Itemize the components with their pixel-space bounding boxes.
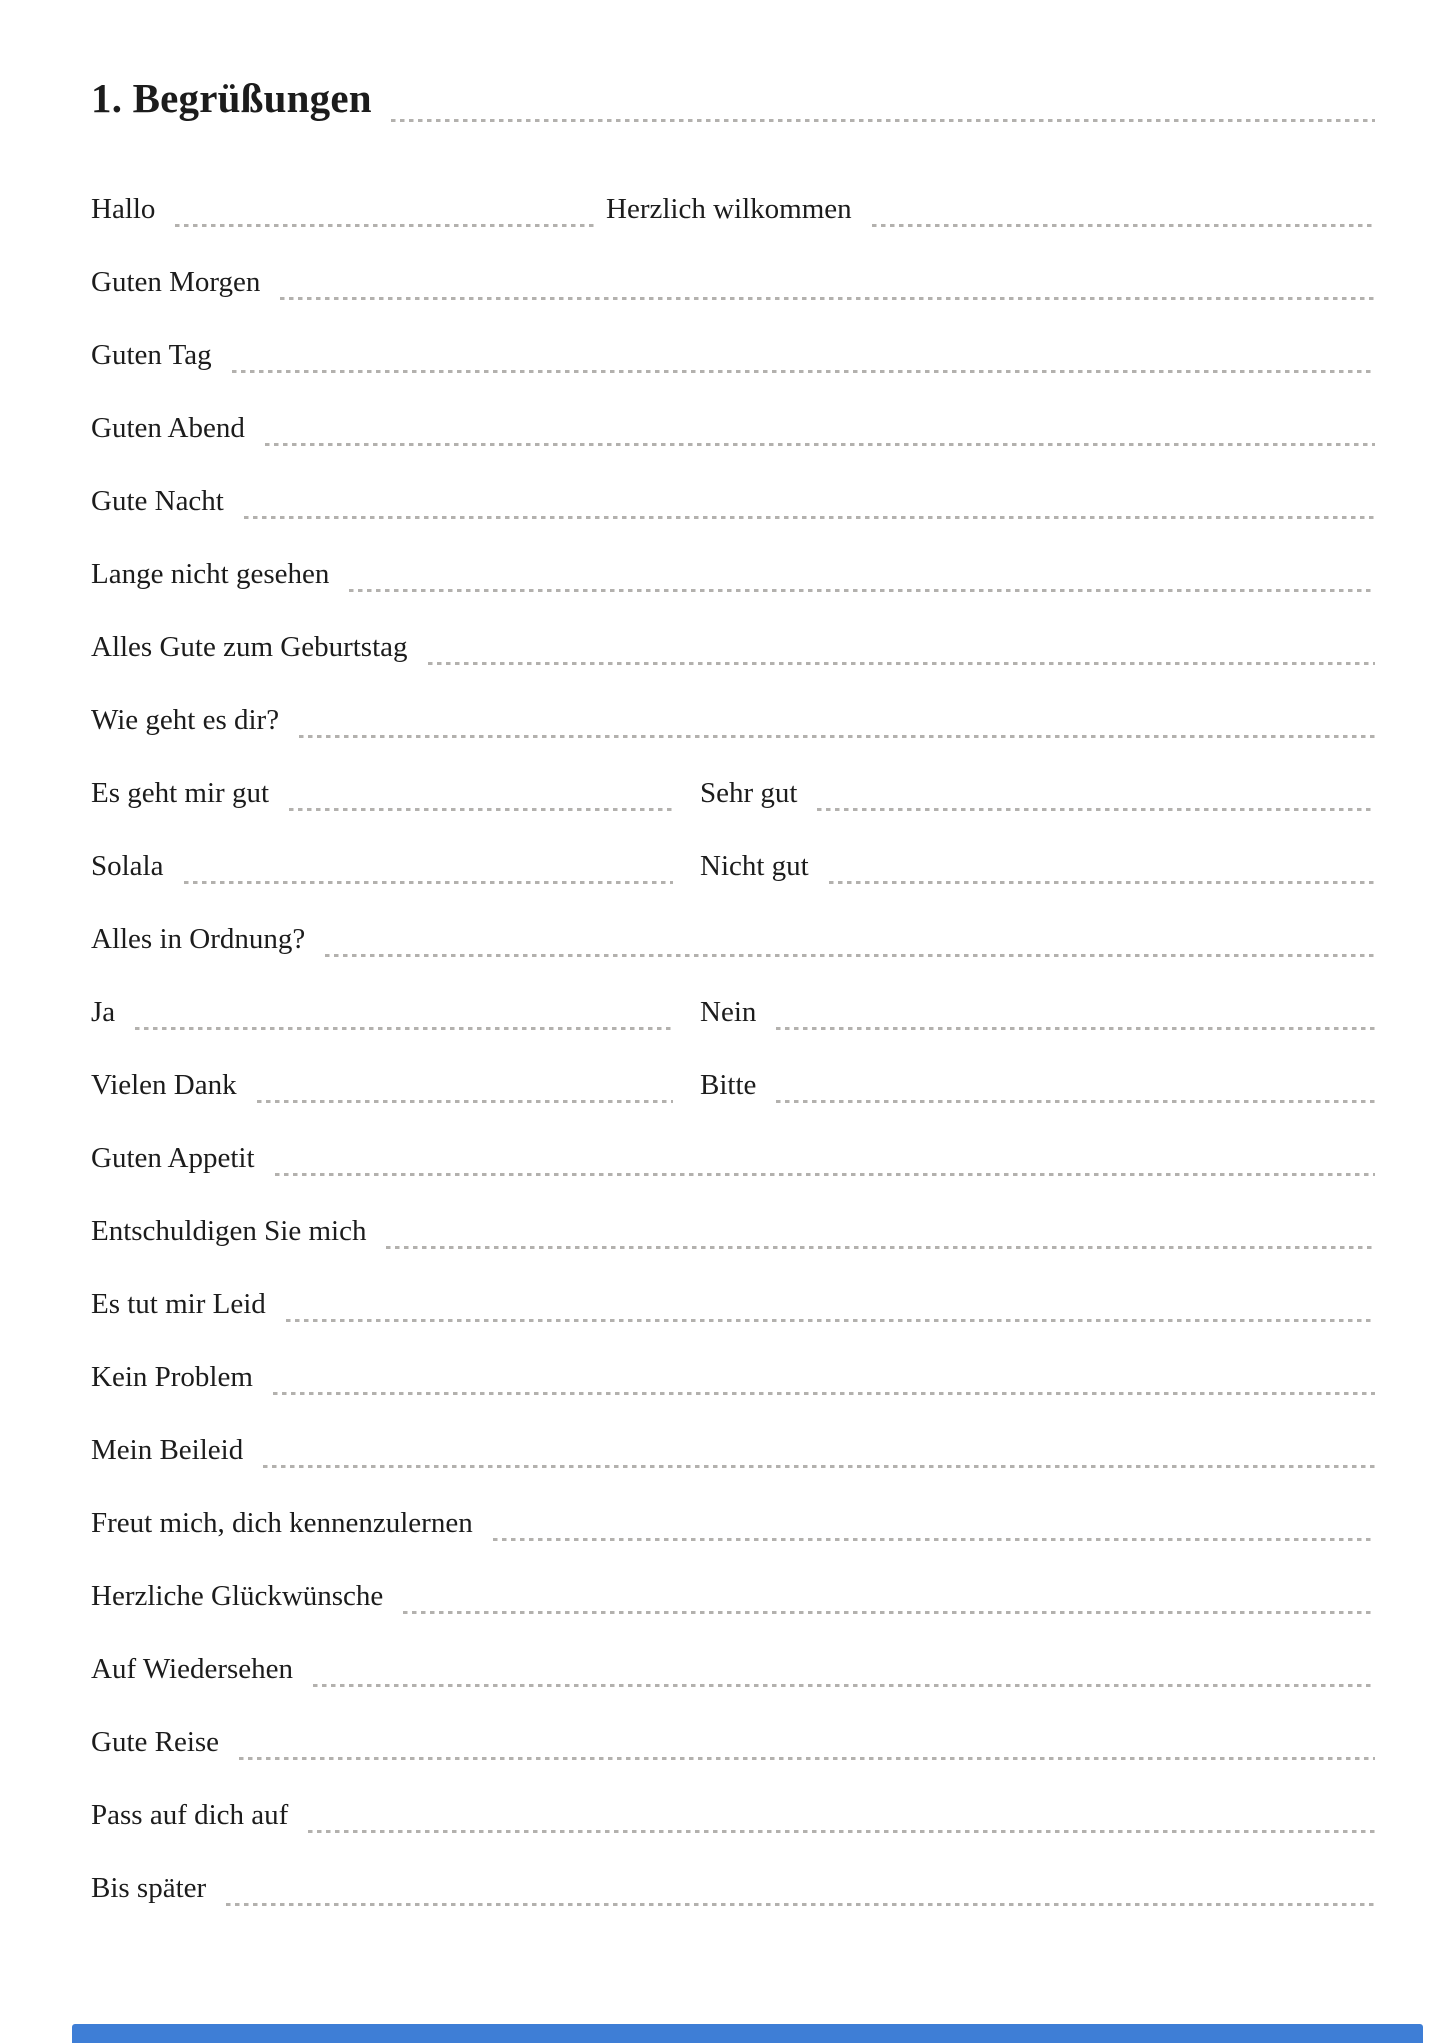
phrase-cell [700,852,1375,891]
phrase-label: Guten Appetit [91,1142,255,1174]
answer-blank-line[interactable] [280,297,1375,300]
answer-blank-line[interactable] [776,1100,1375,1103]
answer-blank-line[interactable] [184,881,674,884]
phrase-cell [91,706,1375,745]
phrase-label: Hallo [91,193,156,225]
phrase-label: Guten Abend [91,412,245,444]
phrase-label: Lange nicht gesehen [91,558,330,590]
answer-blank-line[interactable] [289,808,673,811]
phrase-row [91,1329,1375,1402]
phrase-label: Nicht gut [700,850,809,882]
phrase-label: Nein [700,996,757,1028]
phrase-label: Kein Problem [91,1361,253,1393]
phrase-cell [91,1655,1375,1694]
answer-blank-line[interactable] [286,1319,1375,1322]
phrase-row [91,1840,1375,1913]
phrase-cell [700,779,1375,818]
phrase-row [91,526,1375,599]
phrase-label: Es tut mir Leid [91,1288,266,1320]
phrase-cell [606,195,1375,234]
phrase-label: Alles in Ordnung? [91,923,306,955]
answer-blank-line[interactable] [829,881,1375,884]
phrase-row [91,234,1375,307]
phrase-cell [91,195,606,234]
title-answer-blank-line[interactable] [391,119,1375,122]
phrase-cell [91,925,1375,964]
phrase-label: Es geht mir gut [91,777,270,809]
answer-blank-line[interactable] [263,1465,1375,1468]
phrase-label: Vielen Dank [91,1069,237,1101]
answer-blank-line[interactable] [135,1027,673,1030]
phrase-row [91,1694,1375,1767]
answer-blank-line[interactable] [349,589,1375,592]
phrase-cell [91,341,1375,380]
phrase-cell [91,560,1375,599]
phrase-label: Alles Gute zum Geburtstag [91,631,408,663]
next-section-bar-clipped [72,2024,1423,2043]
phrase-cell [700,1071,1375,1110]
phrase-row [91,1402,1375,1475]
phrase-label: Gute Reise [91,1726,220,1758]
phrase-row [91,380,1375,453]
phrase-cell [91,852,700,891]
answer-blank-line[interactable] [386,1246,1375,1249]
phrase-row [91,599,1375,672]
answer-blank-line[interactable] [872,224,1375,227]
phrase-cell [91,633,1375,672]
answer-blank-line[interactable] [244,516,1375,519]
phrase-row [91,453,1375,526]
phrase-row [91,1037,1375,1110]
phrase-row [91,1548,1375,1621]
phrase-label: Herzlich wilkommen [606,193,852,225]
answer-blank-line[interactable] [273,1392,1375,1395]
phrase-label: Solala [91,850,164,882]
answer-blank-line[interactable] [226,1903,1375,1906]
section-title-row [91,75,1375,121]
phrase-label: Auf Wiedersehen [91,1653,294,1685]
phrase-cell [91,1801,1375,1840]
phrase-cell [91,414,1375,453]
answer-blank-line[interactable] [299,735,1375,738]
phrase-label: Bitte [700,1069,757,1101]
phrase-cell [91,1436,1375,1475]
phrase-row [91,1183,1375,1256]
answer-blank-line[interactable] [403,1611,1375,1614]
phrase-cell [91,998,700,1037]
phrase-label: Wie geht es dir? [91,704,280,736]
phrase-label: Guten Morgen [91,266,261,298]
phrase-cell [91,1728,1375,1767]
answer-blank-line[interactable] [275,1173,1375,1176]
answer-blank-line[interactable] [325,954,1375,957]
phrase-row [91,1621,1375,1694]
phrase-label: Sehr gut [700,777,798,809]
phrase-cell [91,268,1375,307]
phrase-row [91,1110,1375,1183]
phrase-row [91,1767,1375,1840]
phrase-cell [91,1363,1375,1402]
phrase-row [91,964,1375,1037]
phrase-label: Entschuldigen Sie mich [91,1215,367,1247]
phrase-list [91,161,1375,1913]
phrase-cell [91,1874,1375,1913]
phrase-row [91,891,1375,964]
phrase-cell [91,1509,1375,1548]
answer-blank-line[interactable] [313,1684,1375,1687]
phrase-cell [91,1071,700,1110]
phrase-cell [91,1582,1375,1621]
answer-blank-line[interactable] [308,1830,1375,1833]
answer-blank-line[interactable] [776,1027,1375,1030]
phrase-cell [91,487,1375,526]
phrase-row [91,1256,1375,1329]
phrase-row [91,1475,1375,1548]
phrase-label: Pass auf dich auf [91,1799,289,1831]
phrase-cell [91,1217,1375,1256]
answer-blank-line[interactable] [428,662,1375,665]
phrase-row [91,672,1375,745]
answer-blank-line[interactable] [232,370,1375,373]
phrase-label: Herzliche Glückwünsche [91,1580,384,1612]
answer-blank-line[interactable] [817,808,1375,811]
phrase-label: Freut mich, dich kennenzulernen [91,1507,473,1539]
phrase-cell [91,1290,1375,1329]
section-title: 1. Begrüßungen [91,75,372,121]
phrase-cell [700,998,1375,1037]
phrase-cell [91,1144,1375,1183]
answer-blank-line[interactable] [257,1100,673,1103]
phrase-label: Bis später [91,1872,207,1904]
phrase-row [91,818,1375,891]
phrase-label: Guten Tag [91,339,212,371]
phrase-row [91,745,1375,818]
phrase-row [91,307,1375,380]
answer-blank-line[interactable] [493,1538,1375,1541]
answer-blank-line[interactable] [239,1757,1375,1760]
answer-blank-line[interactable] [265,443,1375,446]
phrase-row [91,161,1375,234]
phrase-label: Gute Nacht [91,485,224,517]
phrase-label: Mein Beileid [91,1434,244,1466]
phrase-cell [91,779,700,818]
phrase-label: Ja [91,996,116,1028]
answer-blank-line[interactable] [175,224,598,227]
